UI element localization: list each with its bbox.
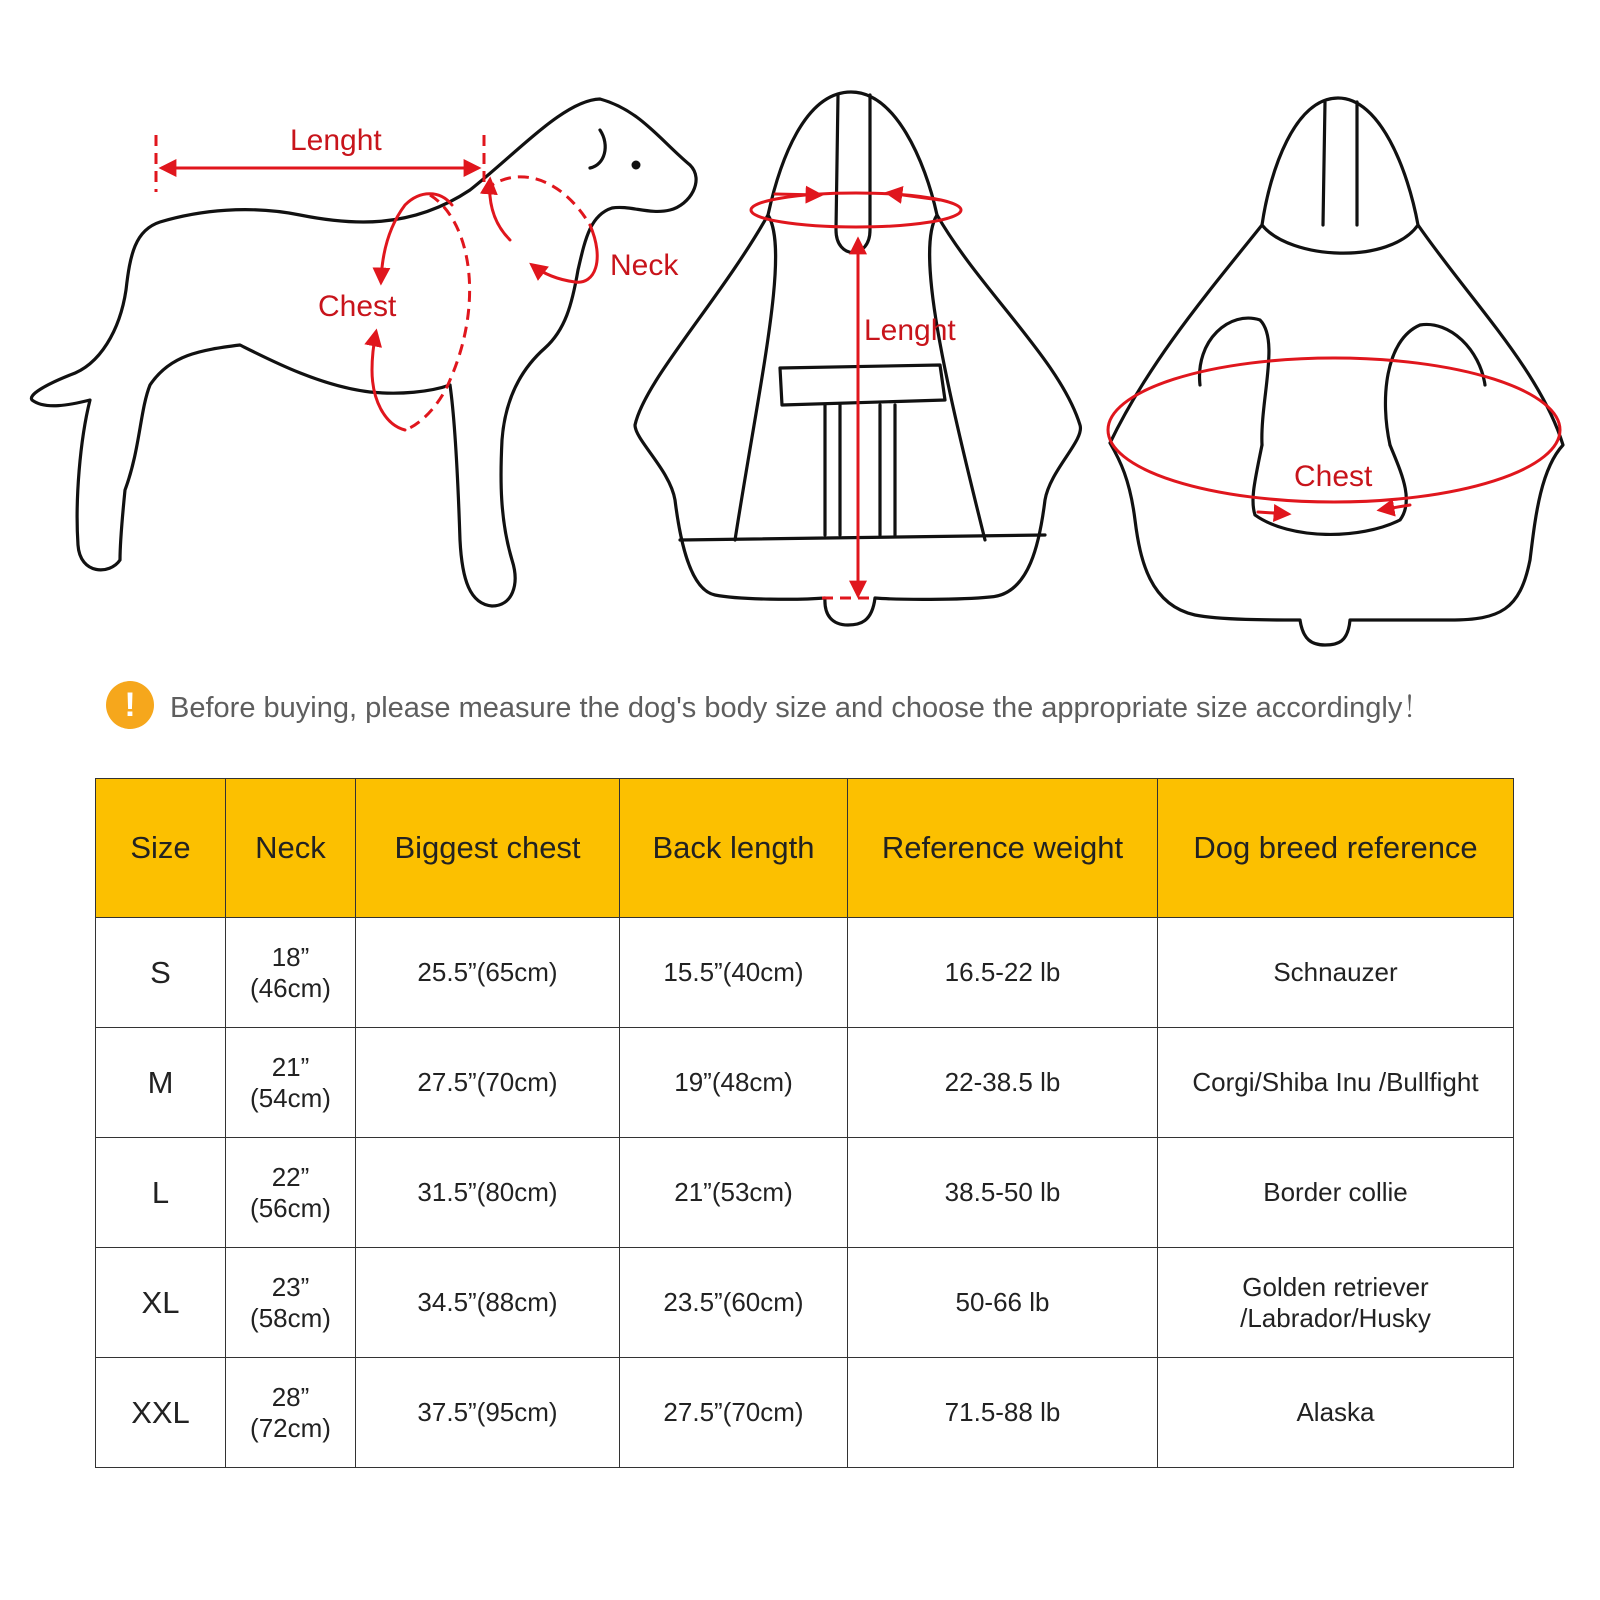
size-cell: XXL <box>96 1358 226 1468</box>
size-cell: M <box>96 1028 226 1138</box>
neck-inch: 21” <box>271 1051 310 1082</box>
header-back-length: Back length <box>620 779 848 918</box>
front-neck-indicator <box>751 193 961 227</box>
back-length-cell: 15.5”(40cm) <box>620 918 848 1028</box>
weight-cell: 50-66 lb <box>848 1248 1158 1358</box>
neck-cell <box>226 1138 356 1248</box>
header-biggest-chest: Biggest chest <box>356 779 620 918</box>
back-length-cell: 21”(53cm) <box>620 1138 848 1248</box>
back-length-cell: 19”(48cm) <box>620 1028 848 1138</box>
table-row <box>96 1138 1514 1248</box>
weight-cell: 16.5-22 lb <box>848 918 1158 1028</box>
breed-line: Golden retriever <box>1242 1271 1429 1302</box>
breed-line: /Labrador/Husky <box>1240 1302 1431 1333</box>
dog-neck-indicator <box>485 177 679 282</box>
chest-cell: 34.5”(88cm) <box>356 1248 620 1358</box>
neck-cell <box>226 918 356 1028</box>
size-chart-table <box>95 778 1514 1468</box>
dog-outline <box>31 99 696 606</box>
dog-length-label: Lenght <box>290 124 382 157</box>
measurement-diagram <box>0 0 1600 660</box>
neck-cm: (54cm) <box>250 1082 331 1113</box>
table-row <box>96 1248 1514 1358</box>
breed-cell <box>1158 1028 1514 1138</box>
dog-neck-label: Neck <box>610 249 679 282</box>
weight-cell: 38.5-50 lb <box>848 1138 1158 1248</box>
table-row <box>96 1358 1514 1468</box>
coat-back-outline <box>1110 98 1563 645</box>
neck-inch: 22” <box>271 1161 310 1192</box>
exclamation-icon: ! <box>106 681 154 729</box>
notice-text: Before buying, please measure the dog's body size and choose the appropriate size accordingly！ <box>170 691 1432 724</box>
neck-cm: (56cm) <box>250 1192 331 1223</box>
breed-cell <box>1158 918 1514 1028</box>
chest-cell: 27.5”(70cm) <box>356 1028 620 1138</box>
header-dog-breed-reference: Dog breed reference <box>1158 779 1514 918</box>
header-neck: Neck <box>226 779 356 918</box>
breed-cell <box>1158 1248 1514 1358</box>
table-row <box>96 918 1514 1028</box>
back-length-cell: 23.5”(60cm) <box>620 1248 848 1358</box>
neck-cm: (58cm) <box>250 1302 331 1333</box>
breed-line: Corgi/Shiba Inu /Bullfight <box>1192 1067 1479 1097</box>
notice-banner <box>106 680 1431 730</box>
table-header-row <box>96 779 1514 918</box>
breed-line: Alaska <box>1296 1397 1375 1427</box>
size-cell: S <box>96 918 226 1028</box>
back-chest-indicator <box>1108 358 1560 514</box>
header-size: Size <box>96 779 226 918</box>
neck-cell <box>226 1248 356 1358</box>
neck-cell <box>226 1028 356 1138</box>
breed-cell <box>1158 1358 1514 1468</box>
weight-cell: 71.5-88 lb <box>848 1358 1158 1468</box>
breed-cell <box>1158 1138 1514 1248</box>
front-length-label: Lenght <box>864 314 956 347</box>
breed-line: Border collie <box>1263 1177 1408 1207</box>
chest-cell: 25.5”(65cm) <box>356 918 620 1028</box>
size-cell: L <box>96 1138 226 1248</box>
chest-cell: 37.5”(95cm) <box>356 1358 620 1468</box>
neck-cm: (72cm) <box>250 1412 331 1443</box>
back-length-cell: 27.5”(70cm) <box>620 1358 848 1468</box>
back-chest-label: Chest <box>1294 460 1373 493</box>
dog-length-indicator <box>156 124 484 192</box>
neck-inch: 23” <box>271 1271 310 1302</box>
neck-inch: 28” <box>271 1381 310 1412</box>
dog-chest-label: Chest <box>318 290 397 323</box>
breed-line: Schnauzer <box>1273 957 1398 987</box>
neck-cm: (46cm) <box>250 972 331 1003</box>
weight-cell: 22-38.5 lb <box>848 1028 1158 1138</box>
neck-cell <box>226 1358 356 1468</box>
neck-inch: 18” <box>271 941 310 972</box>
front-length-indicator <box>822 240 956 598</box>
table-row <box>96 1028 1514 1138</box>
header-reference-weight: Reference weight <box>848 779 1158 918</box>
chest-cell: 31.5”(80cm) <box>356 1138 620 1248</box>
size-cell: XL <box>96 1248 226 1358</box>
